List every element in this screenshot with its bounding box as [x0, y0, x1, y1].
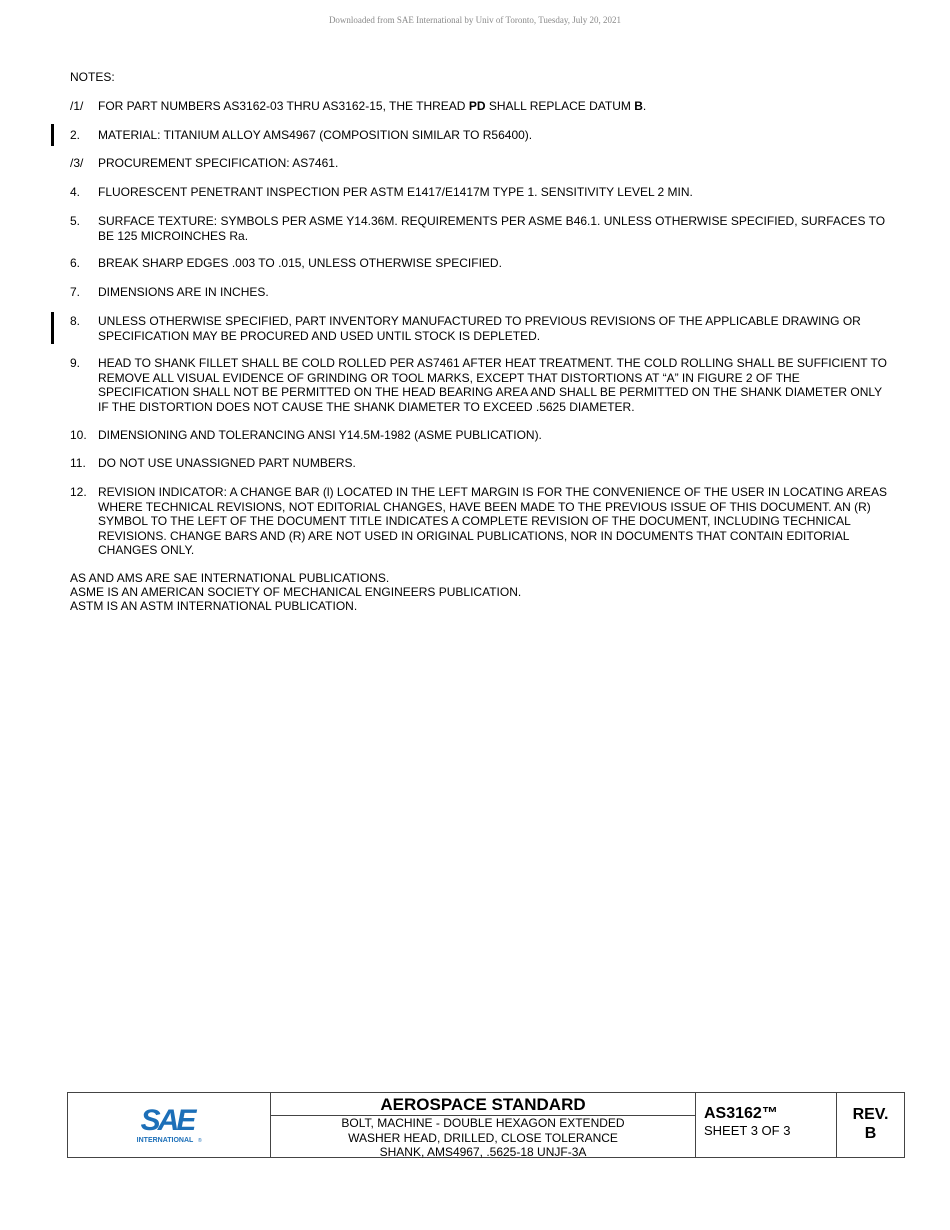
sheet-number: SHEET 3 OF 3 [704, 1123, 791, 1138]
note-11 [70, 456, 890, 471]
publication-line: ASME IS AN AMERICAN SOCIETY OF MECHANICAL ENGINEERS PUBLICATION. [70, 585, 522, 599]
note-number: 4. [70, 185, 81, 199]
note-4 [70, 185, 890, 200]
note-number: /3/ [70, 156, 84, 170]
note-number: 6. [70, 256, 81, 270]
standard-type-heading: AEROSPACE STANDARD [271, 1093, 695, 1116]
svg-text:INTERNATIONAL: INTERNATIONAL [136, 1137, 194, 1144]
note-text: HEAD TO SHANK FILLET SHALL BE COLD ROLLED PER AS7461 AFTER HEAT TREATMENT. THE COLD ROLLING SHALL BE SUFFICIENT TO REMOVE ALL VISUAL EVIDENCE OF GRINDING OR TOOL MARKS, EXCEPT THAT DISTORTIONS AT “A” IN FIGURE 2 OF THE SPECIFICATION SHALL NOT BE PERMITTED ON THE HEAD BEARING AREA AND SHALL BE PERMITTED ON THE SHANK DIAMETER ONLY IF THE DISTORTION DOES NOT CAUSE THE SHANK DIAMETER TO EXCEED .5625 DIAMETER. [98, 356, 887, 414]
note-7 [70, 285, 890, 300]
note-6 [70, 256, 890, 271]
note-number: 11. [70, 456, 86, 470]
change-bar-note-8 [51, 312, 54, 344]
note-text: DIMENSIONS ARE IN INCHES. [98, 285, 269, 299]
note-number: /1/ [70, 99, 84, 113]
note-12 [70, 485, 890, 558]
note-text: FOR PART NUMBERS AS3162-03 THRU AS3162-15, THE THREAD PD SHALL REPLACE DATUM B. [98, 99, 647, 113]
note-text: MATERIAL: TITANIUM ALLOY AMS4967 (COMPOSITION SIMILAR TO R56400). [98, 128, 533, 142]
note-text: REVISION INDICATOR: A CHANGE BAR (l) LOCATED IN THE LEFT MARGIN IS FOR THE CONVENIENCE OF THE USER IN LOCATING AREAS WHERE TECHNICAL REVISIONS, NOT EDITORIAL CHANGES, HAVE BEEN MADE TO THE PREVIOUS ISSUE OF THIS DOCUMENT. AN (R) SYMBOL TO THE LEFT OF THE DOCUMENT TITLE INDICATES A COMPLETE REVISION OF THE DOCUMENT, INCLUDING TECHNICAL REVISIONS. CHANGE BARS AND (R) ARE NOT USED IN ORIGINAL PUBLICATIONS, NOR IN DOCUMENTS THAT CONTAIN EDITORIAL CHANGES ONLY. [98, 485, 888, 557]
title-block [67, 1092, 905, 1158]
revision-value: B [864, 1125, 877, 1142]
document-title-cell [271, 1093, 696, 1157]
revision-label: REV. [852, 1106, 889, 1123]
note-text: UNLESS OTHERWISE SPECIFIED, PART INVENTORY MANUFACTURED TO PREVIOUS REVISIONS OF THE APPLICABLE DRAWING OR SPECIFICATION MAY BE PROCURED AND USED UNTIL STOCK IS DEPLETED. [98, 314, 861, 343]
part-description [271, 1116, 695, 1160]
description-line: WASHER HEAD, DRILLED, CLOSE TOLERANCE [348, 1130, 618, 1145]
note-number: 7. [70, 285, 81, 299]
note-number: 8. [70, 314, 81, 328]
change-bar-note-2 [51, 124, 54, 146]
note-10 [70, 428, 890, 443]
note-8 [70, 314, 890, 343]
notes-heading: NOTES: [70, 70, 115, 84]
publications-list [70, 571, 521, 613]
sae-logo [68, 1093, 271, 1157]
note-number: 10. [70, 428, 87, 442]
note-number: 9. [70, 356, 81, 370]
note-number: 2. [70, 128, 81, 142]
note-number: 12. [70, 485, 87, 499]
description-line: SHANK, AMS4967, .5625-18 UNJF-3A [379, 1145, 587, 1159]
publication-line: AS AND AMS ARE SAE INTERNATIONAL PUBLICATIONS. [70, 571, 390, 585]
note-number: 5. [70, 214, 81, 228]
description-line: BOLT, MACHINE - DOUBLE HEXAGON EXTENDED [341, 1116, 625, 1130]
note-5 [70, 214, 890, 243]
publication-line: ASTM IS AN ASTM INTERNATIONAL PUBLICATION. [70, 599, 358, 613]
sae-logo-icon [129, 1103, 209, 1147]
svg-text:SAE: SAE [140, 1104, 194, 1137]
note-9 [70, 356, 890, 414]
note-text: DIMENSIONING AND TOLERANCING ANSI Y14.5M-1982 (ASME PUBLICATION). [98, 428, 542, 442]
note-text: DO NOT USE UNASSIGNED PART NUMBERS. [98, 456, 356, 470]
note-text: PROCUREMENT SPECIFICATION: AS7461. [98, 156, 339, 170]
note-text: SURFACE TEXTURE: SYMBOLS PER ASME Y14.36M. REQUIREMENTS PER ASME B46.1. UNLESS OTHERWISE SPECIFIED, SURFACES TO BE 125 MICROINCHES Ra. [98, 214, 886, 243]
note-text: BREAK SHARP EDGES .003 TO .015, UNLESS OTHERWISE SPECIFIED. [98, 256, 502, 270]
svg-text:®: ® [198, 1138, 202, 1144]
note-2 [70, 128, 890, 143]
note-3 [70, 156, 890, 171]
note-1 [70, 99, 890, 114]
revision-cell [837, 1093, 904, 1157]
document-number-cell [696, 1093, 837, 1157]
download-watermark: Downloaded from SAE International by Univ of Toronto, Tuesday, July 20, 2021 [328, 15, 622, 25]
note-text: FLUORESCENT PENETRANT INSPECTION PER ASTM E1417/E1417M TYPE 1. SENSITIVITY LEVEL 2 MIN. [98, 185, 693, 199]
document-number: AS3162™ [704, 1105, 778, 1122]
